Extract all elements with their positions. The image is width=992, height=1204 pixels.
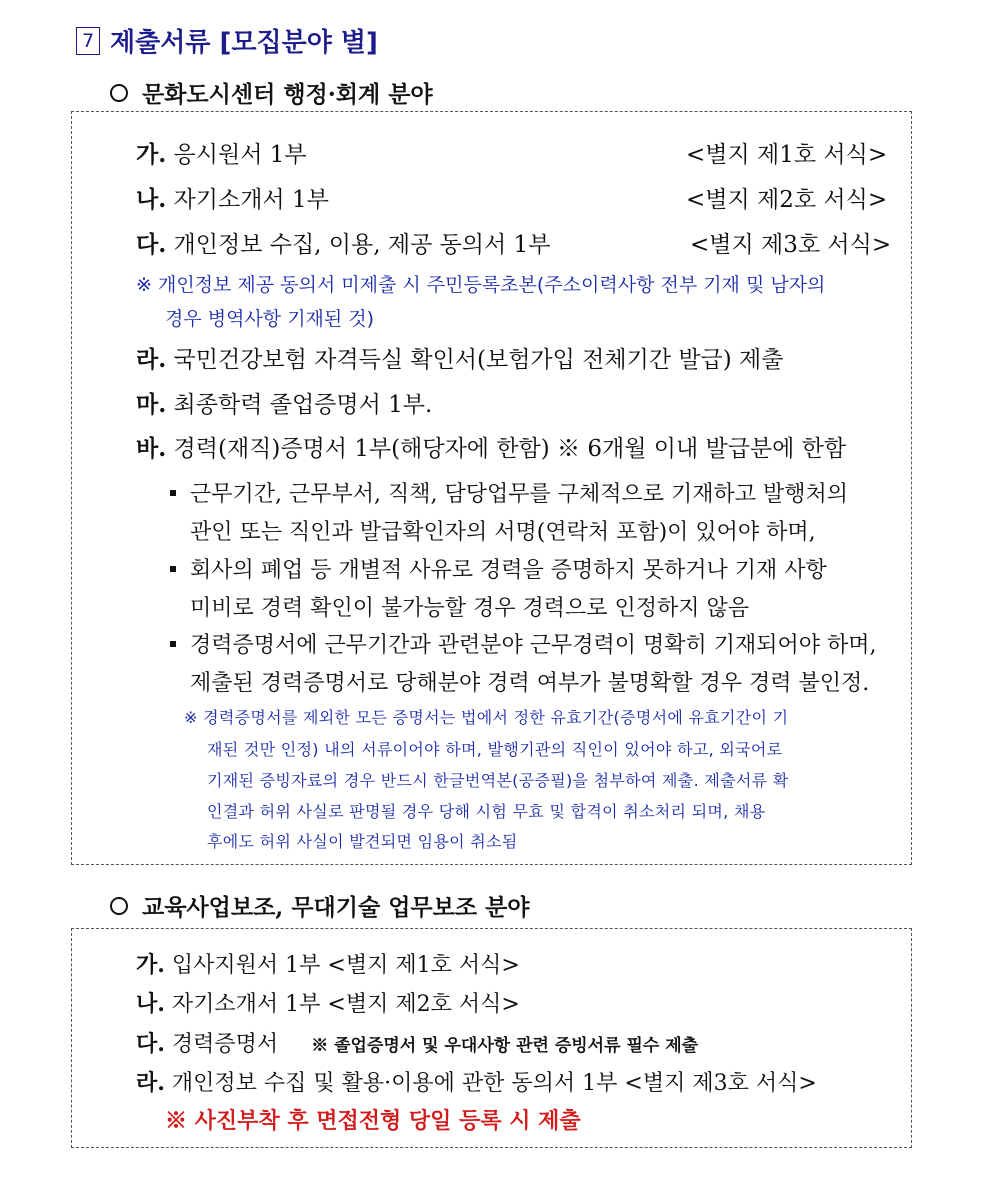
section1-heading xyxy=(110,76,433,109)
circle-bullet-icon xyxy=(110,84,128,102)
validity-note-line4: 인결과 허위 사실로 판명될 경우 당해 시험 무효 및 합격이 취소처리 되며, 채용 xyxy=(207,802,766,821)
square-bullet-icon xyxy=(170,490,176,496)
doc-item-na: 나. 자기소개서 1부 xyxy=(136,186,329,213)
doc2-item-da: 다. 경력증명서 ※ 졸업증명서 및 우대사항 관련 증빙서류 필수 제출 xyxy=(136,1031,699,1057)
doc-item-ra: 라. 국민건강보험 자격득실 확인서(보험가입 전체기간 발급) 제출 xyxy=(136,346,784,373)
validity-note-line2: 재된 것만 인정) 내의 서류이어야 하며, 발행기관의 직인이 있어야 하고, 외국어로 xyxy=(207,740,783,759)
career-bullet-2-cont: 미비로 경력 확인이 불가능할 경우 경력으로 인정하지 않음 xyxy=(190,596,750,621)
career-bullet-1-cont: 관인 또는 직인과 발급확인자의 서명(연락처 포함)이 있어야 하며, xyxy=(190,520,816,545)
privacy-note-line2: 경우 병역사항 기재된 것) xyxy=(165,308,375,330)
page-title-text: 제출서류 [모집분야 별] xyxy=(110,28,378,58)
page-title xyxy=(76,22,378,59)
validity-note-line1: ※ 경력증명서를 제외한 모든 증명서는 법에서 정한 유효기간(증명서에 유효기간이 기 xyxy=(184,708,789,727)
section2-heading xyxy=(110,889,530,922)
form-ref-1: <별지 제1호 서식> xyxy=(686,142,888,168)
section-number-badge: 7 xyxy=(76,27,100,55)
validity-note-line5: 후에도 허위 사실이 발견되면 임용이 취소됨 xyxy=(207,832,518,851)
doc2-item-ga: 가. 입사지원서 1부 <별지 제1호 서식> xyxy=(136,952,520,978)
section1-title: 문화도시센터 행정·회계 분야 xyxy=(142,81,433,108)
validity-note-line3: 기재된 증빙자료의 경우 반드시 한글번역본(공증필)을 첨부하여 제출. 제출서류 확 xyxy=(207,771,789,790)
square-bullet-icon xyxy=(170,641,176,647)
career-bullet-1: 근무기간, 근무부서, 직책, 담당업무를 구체적으로 기재하고 발행처의 xyxy=(170,477,848,508)
photo-note: ※ 사진부착 후 면접전형 당일 등록 시 제출 xyxy=(165,1108,581,1134)
privacy-note-line1: ※ 개인정보 제공 동의서 미제출 시 주민등록초본(주소이력사항 전부 기재 및 남자의 xyxy=(136,274,826,296)
doc-item-ma: 마. 최종학력 졸업증명서 1부. xyxy=(136,391,433,418)
circle-bullet-icon xyxy=(110,897,128,915)
career-bullet-2: 회사의 폐업 등 개별적 사유로 경력을 증명하지 못하거나 기재 사항 xyxy=(170,553,827,584)
doc-item-ga: 가. 응시원서 1부 xyxy=(136,141,307,168)
form-ref-3: <별지 제3호 서식> xyxy=(690,232,892,258)
doc-item-da: 다. 개인정보 수집, 이용, 제공 동의서 1부 xyxy=(136,231,551,258)
form-ref-2: <별지 제2호 서식> xyxy=(686,187,888,213)
section2-title: 교육사업보조, 무대기술 업무보조 분야 xyxy=(142,894,530,921)
doc2-item-ra: 라. 개인정보 수집 및 활용·이용에 관한 동의서 1부 <별지 제3호 서식> xyxy=(136,1070,817,1096)
career-bullet-3: 경력증명서에 근무기간과 관련분야 근무경력이 명확히 기재되어야 하며, xyxy=(170,628,877,659)
square-bullet-icon xyxy=(170,566,176,572)
doc-item-ba: 바. 경력(재직)증명서 1부(해당자에 한함) ※ 6개월 이내 발급분에 한함 xyxy=(136,435,847,462)
graduation-required-note: ※ 졸업증명서 및 우대사항 관련 증빙서류 필수 제출 xyxy=(311,1036,699,1056)
doc2-item-na: 나. 자기소개서 1부 <별지 제2호 서식> xyxy=(136,991,520,1017)
career-bullet-3-cont: 제출된 경력증명서로 당해분야 경력 여부가 불명확할 경우 경력 불인정. xyxy=(190,671,870,696)
